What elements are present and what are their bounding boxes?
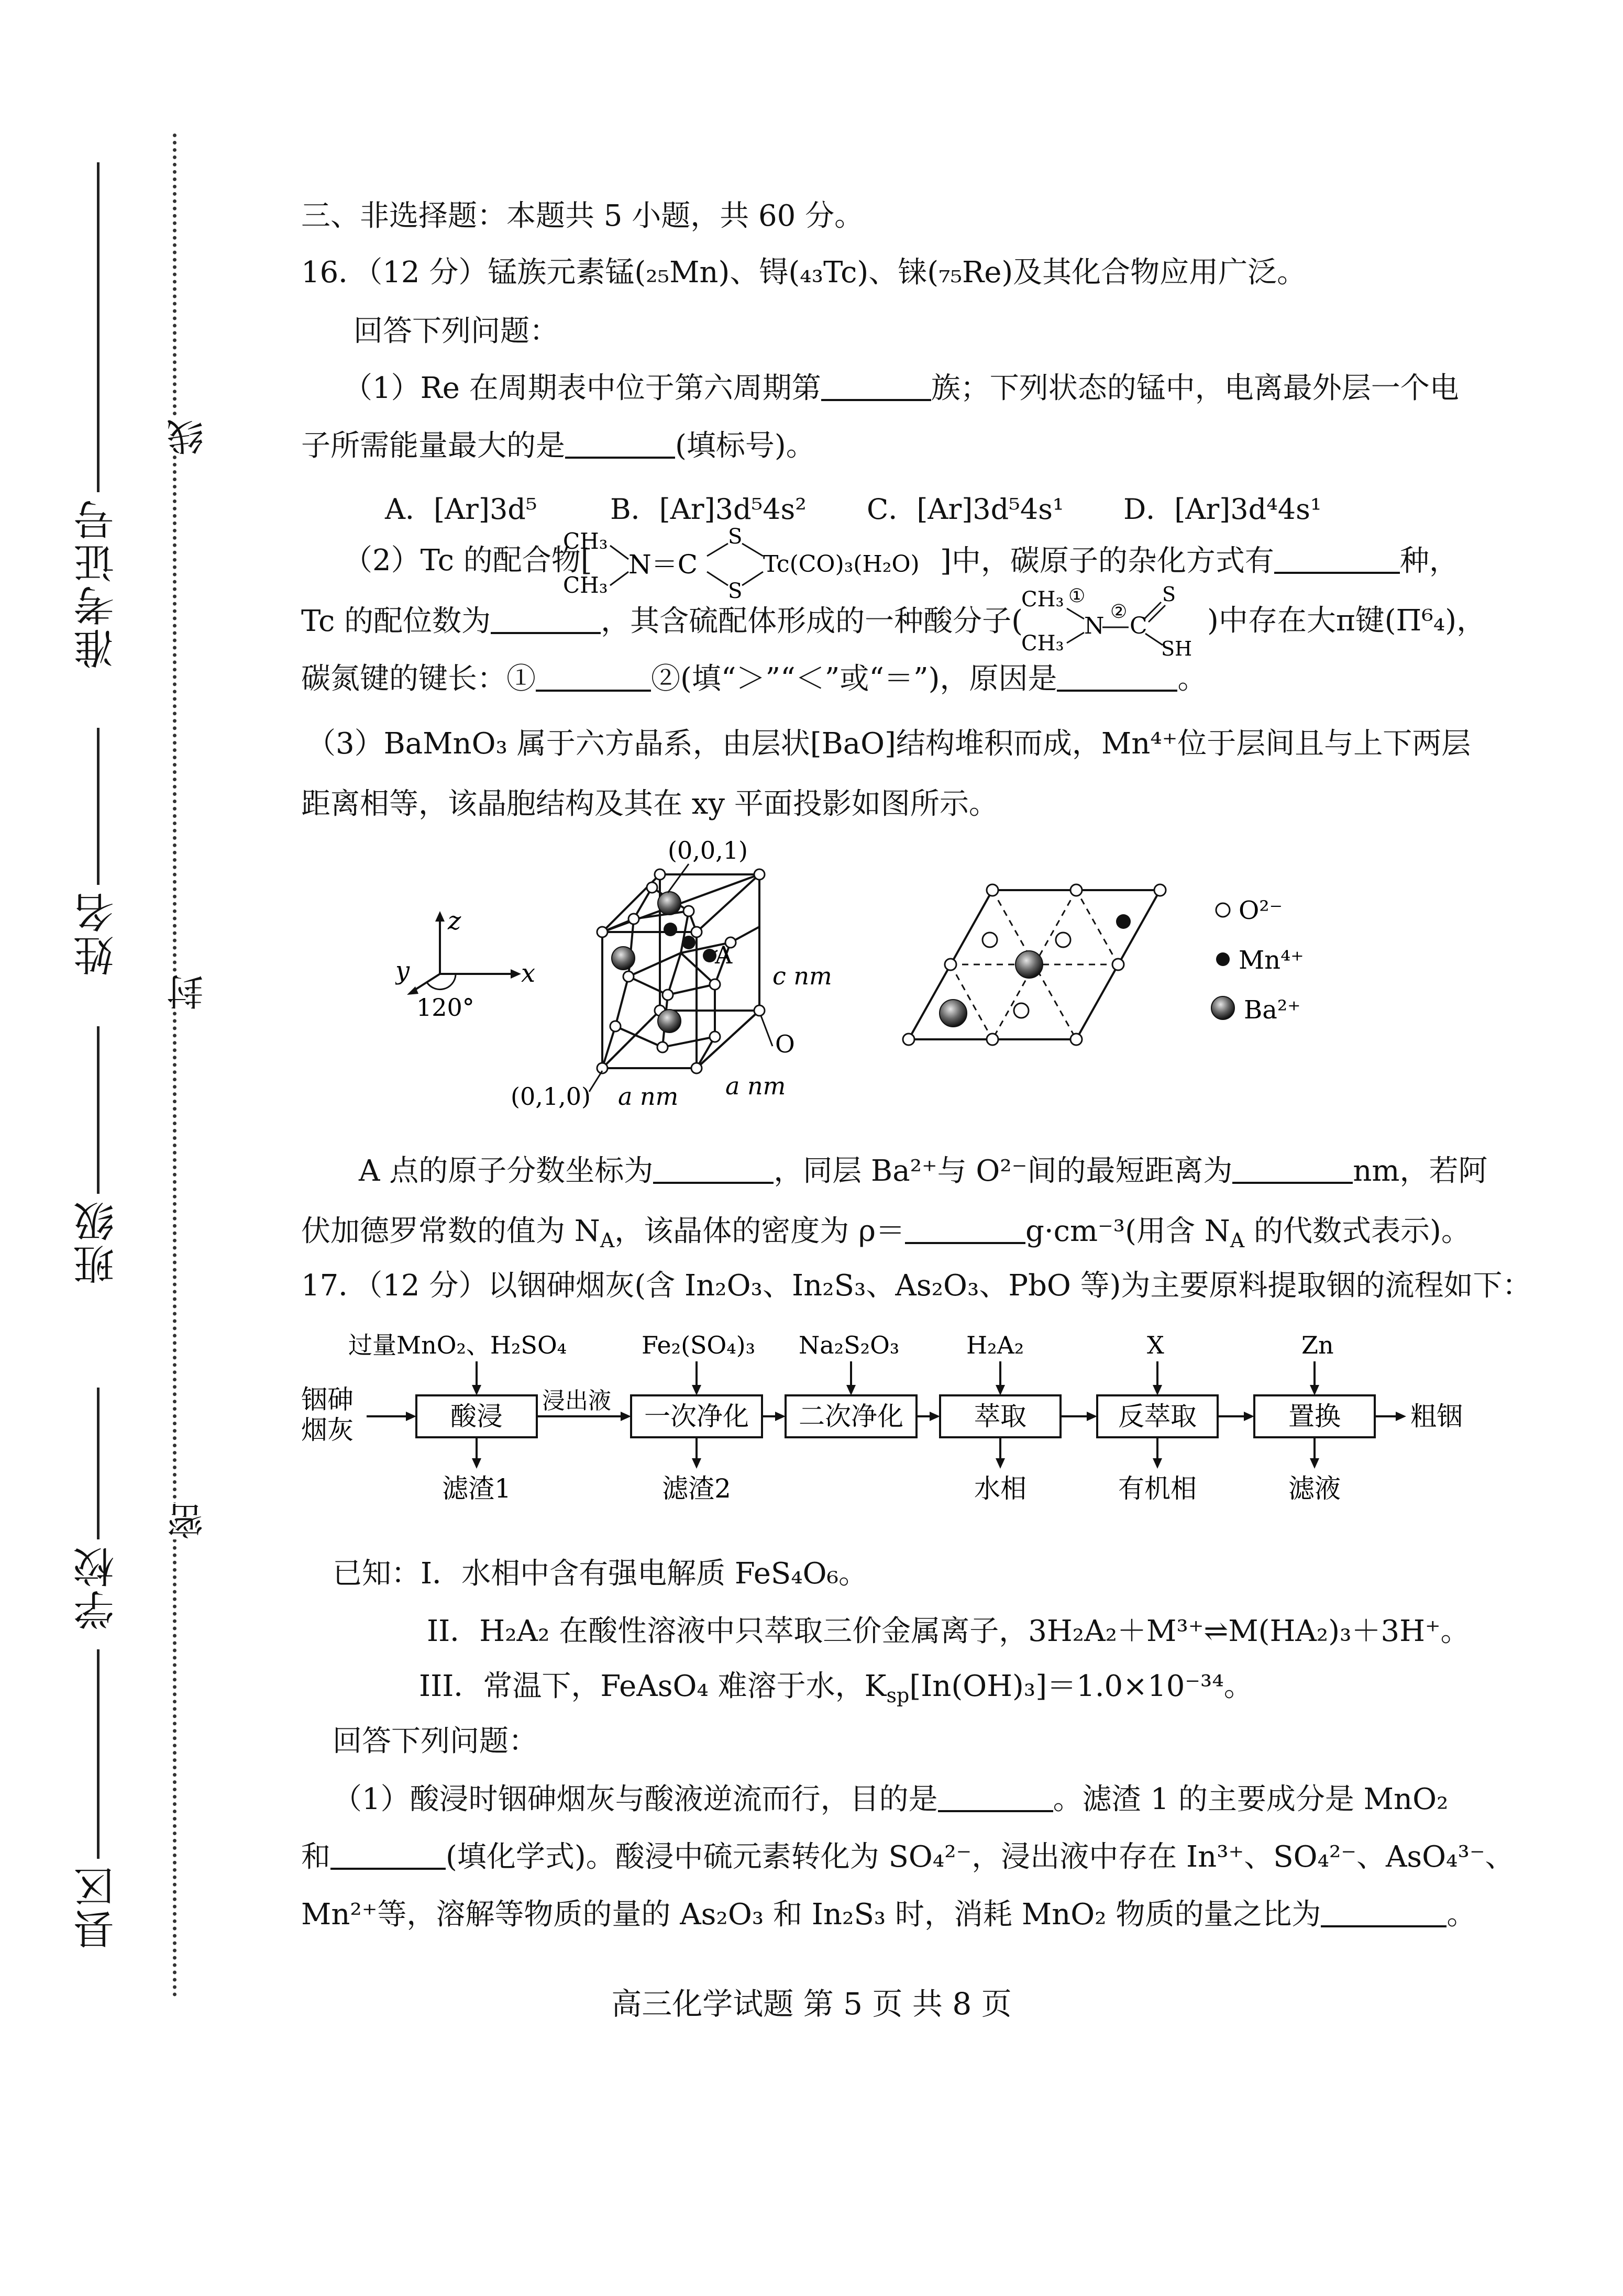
seal-dotted-line <box>173 134 176 1998</box>
q16-part3-text-d: ，同层 Ba²⁺与 O²⁻间的最短距离为 <box>774 1154 1233 1188</box>
flow-start-1: 铟砷 <box>301 1384 354 1415</box>
axis-y-label: y <box>395 956 410 985</box>
section-title: 三、非选择题：本题共 5 小题，共 60 分。 <box>301 199 864 233</box>
q17-known-3-sub: sp <box>886 1684 910 1707</box>
legend <box>1211 896 1304 1025</box>
seal-char-xian: 线 <box>161 419 214 456</box>
q17-known-3-text-a: III．常温下，FeAsO₄ 难溶于水，K <box>419 1669 887 1703</box>
q16-part2-text-g: 碳氮键的键长：① <box>301 662 536 696</box>
o-atom <box>647 882 657 893</box>
school-field-line <box>97 1388 100 1539</box>
acid-mark-1: ① <box>1068 585 1086 607</box>
complex-n-eq-c: N＝C <box>628 549 698 580</box>
label-a-nm-2: a nm <box>725 1072 786 1100</box>
label-point-001: (0,0,1) <box>668 838 748 864</box>
q17-answer-prompt: 回答下列问题： <box>333 1724 538 1758</box>
q17-known-3-text-b: [In(OH)₃]＝1.0×10⁻³⁴。 <box>909 1669 1253 1703</box>
q16-part3-line2: 距离相等，该晶胞结构及其在 xy 平面投影如图所示。 <box>301 787 998 821</box>
flow-end-label: 粗铟 <box>1410 1401 1463 1432</box>
legend-mn-marker <box>1216 952 1230 966</box>
flow-start-2: 烟灰 <box>301 1415 354 1445</box>
flow-arrow-label: 浸出液 <box>542 1388 611 1414</box>
q17-part1-text-f: 。 <box>1447 1898 1476 1932</box>
legend-o-marker <box>1216 903 1230 917</box>
q16-part3-text-k: 的代数式表示)。 <box>1244 1214 1471 1248</box>
q16-part2-text-c: 种， <box>1399 544 1459 578</box>
flow-box-label-3: 二次净化 <box>799 1401 903 1432</box>
answer-blank-residue[interactable] <box>330 1840 446 1870</box>
axis-angle-label: 120° <box>416 993 474 1022</box>
q16-part3-sub-b: A <box>1230 1229 1245 1252</box>
q17-part1-text-a: （1）酸浸时铟砷烟灰与酸液逆流而行，目的是 <box>333 1782 938 1816</box>
answer-blank-bond-compare[interactable] <box>536 662 651 692</box>
q16-part2-text-f: )中存在大π键(Π⁶₄)， <box>1207 604 1486 638</box>
flow-input-4: H₂A₂ <box>966 1331 1024 1359</box>
label-a-nm-1: a nm <box>618 1082 679 1111</box>
o-atom <box>628 914 639 924</box>
q17-known-1: 已知：I．水相中含有强电解质 FeS₄O₆。 <box>333 1557 868 1591</box>
o-atom <box>691 927 702 937</box>
answer-blank-energy[interactable] <box>565 429 675 459</box>
q16-part2-text-b: ]中，碳原子的杂化方式有 <box>940 544 1274 578</box>
q16-part3-sub-a: A <box>600 1229 615 1252</box>
q16-part2-text-i: 。 <box>1177 662 1207 696</box>
q17-part1-line3 <box>301 1898 1476 1931</box>
q17-part1-line2 <box>301 1840 1515 1873</box>
ba-atom <box>612 947 635 970</box>
axis-x-label: x <box>521 959 536 988</box>
q16-part1-text-b: 族；下列状态的锰中，电离最外层一个电 <box>931 371 1459 405</box>
o-atom <box>657 1042 668 1052</box>
seal-char-feng: 封 <box>161 974 214 1011</box>
q16-option-b: B．[Ar]3d⁵4s² <box>610 493 807 526</box>
q17-known-2: II．H₂A₂ 在酸性溶液中只萃取三价金属离子，3H₂A₂＋M³⁺⇌M(HA₂)₃＋3H⁺。 <box>427 1614 1470 1648</box>
page-footer: 高三化学试题 第 5 页 共 8 页 <box>611 1986 1012 2022</box>
label-origin-o: O <box>775 1030 795 1058</box>
q16-intro: 16．（12 分）锰族元素锰(₂₅Mn)、锝(₄₃Tc)、铼(₇₅Re)及其化合物应用广泛。 <box>301 256 1307 290</box>
answer-blank-group[interactable] <box>821 372 931 401</box>
q16-option-c: C．[Ar]3d⁵4s¹ <box>867 493 1064 526</box>
flow-output-1: 滤渣1 <box>442 1473 511 1504</box>
q16-part3-text-h: ，该晶体的密度为 ρ＝ <box>614 1214 905 1248</box>
acid-mark-2: ② <box>1110 601 1128 623</box>
flow-box-label-4: 萃取 <box>974 1401 1026 1432</box>
flow-input-1: 过量MnO₂、H₂SO₄ <box>348 1331 567 1359</box>
q16-part1-line1 <box>343 372 1459 405</box>
flow-box-label-6: 置换 <box>1288 1401 1341 1432</box>
q16-part1-text-c: 子所需能量最大的是 <box>301 429 565 463</box>
q17-part1-text-d: (填化学式)。酸浸中硫元素转化为 SO₄²⁻，浸出液中存在 In³⁺、SO₄²⁻、AsO₄³⁻、 <box>446 1840 1515 1874</box>
complex-ch3-bottom: CH₃ <box>563 572 608 598</box>
acid-ch3-bottom: CH₃ <box>1021 631 1064 656</box>
complex-tc-part: Tc(CO)₃(H₂O) <box>763 551 920 578</box>
acid-c: C <box>1130 613 1147 639</box>
label-c-nm: c nm <box>772 962 832 990</box>
process-flow-diagram <box>301 1325 1558 1534</box>
axis-diagram <box>395 906 535 1022</box>
answer-blank-density[interactable] <box>905 1215 1025 1244</box>
tc-complex-structure <box>558 524 935 602</box>
answer-blank-coordinate[interactable] <box>653 1155 774 1184</box>
acid-sh: SH <box>1161 637 1193 660</box>
acid-s: S <box>1162 583 1176 606</box>
q16-part1-text-a: （1）Re 在周期表中位于第六周期第 <box>343 371 821 405</box>
q16-part1-text-d: (填标号)。 <box>675 429 815 463</box>
o-atom <box>691 1063 702 1073</box>
q16-part3-text-e: nm，若阿 <box>1353 1154 1488 1188</box>
q16-part3-text-f: 伏加德罗常数的值为 N <box>301 1214 600 1248</box>
flow-output-4: 有机相 <box>1118 1473 1197 1504</box>
name-field-line <box>97 728 100 885</box>
complex-s-top: S <box>728 525 743 549</box>
q17-known-3 <box>419 1670 1253 1707</box>
o-atom <box>754 869 765 880</box>
o-atom <box>597 927 608 937</box>
q16-part3-line1: （3）BaMnO₃ 属于六方晶系，由层状[BaO]结构堆积而成，Mn⁴⁺位于层间且与上下两层 <box>306 727 1471 761</box>
answer-blank-reason[interactable] <box>1057 662 1177 692</box>
answer-blank-hybridization[interactable] <box>1274 545 1400 574</box>
mn-atom <box>664 923 677 936</box>
q16-answer-prompt: 回答下列问题： <box>354 314 559 348</box>
q16-part2-text-a: （2）Tc 的配合物[ <box>343 544 592 578</box>
acid-ch3-top: CH₃ <box>1021 587 1064 612</box>
answer-blank-ratio[interactable] <box>1321 1898 1447 1927</box>
q16-part2-text-d: Tc 的配位数为 <box>301 604 491 638</box>
axis-z-label: z <box>448 906 461 936</box>
o-atom <box>710 1031 720 1042</box>
xy-projection <box>903 884 1166 1045</box>
q17-part1-text-b: 。滤渣 1 的主要成分是 MnO₂ <box>1053 1782 1449 1816</box>
o-atom <box>655 869 665 880</box>
legend-o: O²⁻ <box>1239 896 1283 925</box>
answer-blank-coordination[interactable] <box>491 605 601 634</box>
school-label: 学校 <box>74 1545 121 1631</box>
o-atom <box>754 1005 765 1016</box>
q16-part1-line2 <box>301 429 815 462</box>
legend-ba-marker <box>1211 996 1234 1019</box>
legend-mn: Mn⁴⁺ <box>1239 946 1304 975</box>
flow-input-2: Fe₂(SO₄)₃ <box>642 1331 756 1359</box>
crystal-figure <box>395 838 1548 1131</box>
o-atom <box>663 990 673 1000</box>
ba-atom <box>658 892 681 915</box>
name-label: 姓名 <box>74 890 121 976</box>
seal-char-mi: 密 <box>161 1503 214 1539</box>
q16-part2-line3 <box>301 662 1207 695</box>
q16-part3-line4 <box>301 1215 1471 1252</box>
o-atom <box>610 1021 621 1031</box>
ba-atom <box>658 1010 681 1033</box>
flow-input-6: Zn <box>1301 1331 1334 1359</box>
q16-option-a: A．[Ar]3d⁵ <box>385 493 537 526</box>
q16-part3-text-c: A 点的原子分数坐标为 <box>359 1154 654 1188</box>
flow-box-label-1: 酸浸 <box>450 1401 503 1432</box>
q17-part1-text-e: Mn²⁺等，溶解等物质的量的 As₂O₃ 和 In₂S₃ 时，消耗 MnO₂ 物质的量之比为 <box>301 1898 1321 1932</box>
complex-s-bottom: S <box>728 579 743 602</box>
q16-part3-line3 <box>359 1155 1488 1188</box>
flow-input-5: X <box>1147 1331 1164 1359</box>
answer-blank-distance[interactable] <box>1232 1155 1353 1184</box>
q17-intro: 17．（12 分）以铟砷烟灰(含 In₂O₃、In₂S₃、As₂O₃、PbO 等)为主要原料提取铟的流程如下： <box>301 1269 1532 1303</box>
label-point-010: (0,1,0) <box>511 1082 591 1111</box>
o-atom <box>710 979 720 990</box>
county-label: 县区 <box>74 1864 121 1950</box>
o-atom <box>623 971 634 982</box>
q16-part2-line2 <box>301 605 1023 638</box>
flow-box-label-5: 反萃取 <box>1118 1401 1197 1432</box>
flow-output-3: 水相 <box>974 1473 1026 1504</box>
county-field-line <box>97 1649 100 1859</box>
acid-n: N <box>1084 613 1105 639</box>
exam-number-label: 准考证号 <box>74 497 121 669</box>
flow-box-label-2: 一次净化 <box>644 1401 749 1432</box>
acid-molecule-structure <box>1019 581 1207 660</box>
q16-part2-line1-end <box>940 545 1459 578</box>
label-point-a: A <box>715 941 733 969</box>
legend-ba: Ba²⁺ <box>1244 995 1301 1025</box>
exam-number-field-line <box>97 162 100 492</box>
mn-atom <box>682 936 695 949</box>
answer-blank-countercurrent[interactable] <box>938 1783 1053 1812</box>
q17-part1-text-c: 和 <box>301 1840 330 1874</box>
q16-part3-text-i: g·cm⁻³(用含 N <box>1025 1214 1230 1248</box>
q16-part2-text-h: ②(填“＞”“＜”或“＝”)，原因是 <box>651 662 1057 696</box>
q16-option-d: D．[Ar]3d⁴4s¹ <box>1123 493 1322 526</box>
complex-ch3-top: CH₃ <box>563 528 608 554</box>
flow-input-3: Na₂S₂O₃ <box>799 1331 900 1359</box>
q17-part1-line1 <box>333 1783 1448 1816</box>
flow-output-5: 滤液 <box>1288 1473 1341 1504</box>
q16-part2-text-e: ，其含硫配体形成的一种酸分子( <box>601 604 1023 638</box>
class-label: 班级 <box>74 1199 121 1285</box>
binding-margin <box>0 0 209 2296</box>
class-field-line <box>97 1026 100 1194</box>
o-atom <box>683 906 694 916</box>
flow-output-2: 滤渣2 <box>662 1473 731 1504</box>
